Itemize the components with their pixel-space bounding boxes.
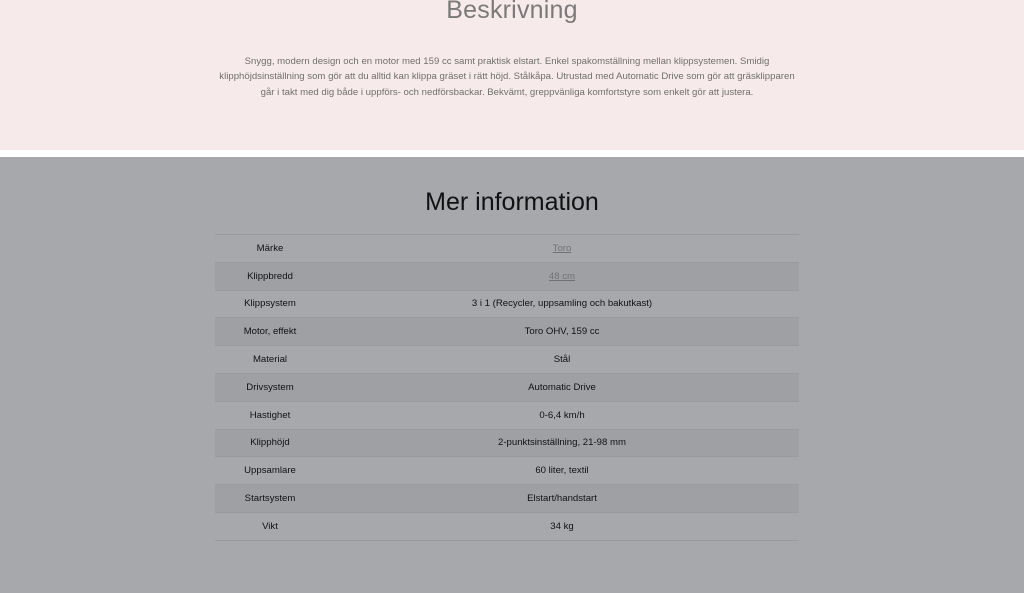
spec-label: Vikt (262, 520, 278, 532)
spec-label: Klippsystem (244, 298, 296, 310)
spec-label: Drivsystem (246, 381, 294, 393)
table-row (215, 429, 799, 457)
brand-link[interactable]: Toro (552, 242, 572, 254)
spec-value: 3 i 1 (Recycler, uppsamling och bakutkast) (471, 298, 653, 310)
spec-value: 34 kg (550, 520, 574, 532)
description-section (0, 0, 1024, 150)
table-row (215, 373, 799, 401)
table-row (215, 262, 799, 290)
spec-label: Klipphöjd (250, 437, 290, 449)
more-information-title: Mer information (425, 188, 599, 216)
specification-table (215, 234, 799, 541)
spec-label: Material (252, 354, 288, 366)
table-row (215, 485, 799, 513)
description-text: Snygg, modern design och en motor med 159 cc samt praktisk elstart. Enkel spakomställning mellan klippsystemen. Smidig klipphöjdsinställning som gör att du alltid kan klippa gräset i rätt höjd. Stålkåpa. Utrustad med Automatic Drive som gör att gräsklipparen går i takt med dig både i uppförs- och nedförsbackar. Bekvämt, greppvänliga komfortstyre som enkelt gör att justera. (219, 55, 795, 98)
spec-value: Stål (553, 354, 571, 366)
table-row (215, 457, 799, 485)
spec-label: Märke (256, 242, 284, 254)
spec-value: Automatic Drive (528, 381, 596, 393)
cutting-width-link[interactable]: 48 cm (548, 270, 576, 282)
table-row (215, 318, 799, 346)
spec-value: Elstart/handstart (527, 493, 597, 505)
table-row (215, 290, 799, 318)
description-title: Beskrivning (446, 0, 578, 24)
spec-label: Klippbredd (247, 270, 293, 282)
spec-label: Motor, effekt (243, 326, 297, 338)
spec-value: Toro OHV, 159 cc (524, 326, 600, 338)
spec-value: 60 liter, textil (535, 465, 589, 477)
table-row (215, 235, 799, 263)
table-row (215, 512, 799, 540)
spec-label: Hastighet (249, 409, 291, 421)
spec-value: 2-punktsinställning, 21-98 mm (498, 437, 626, 449)
spec-label: Startsystem (244, 493, 296, 505)
spec-value (325, 235, 799, 263)
spec-value (325, 262, 799, 290)
table-row (215, 346, 799, 374)
spec-label: Uppsamlare (244, 465, 296, 477)
more-information-section (0, 157, 1024, 593)
section-divider (0, 150, 1024, 157)
spec-value: 0-6,4 km/h (539, 409, 585, 421)
table-row (215, 401, 799, 429)
